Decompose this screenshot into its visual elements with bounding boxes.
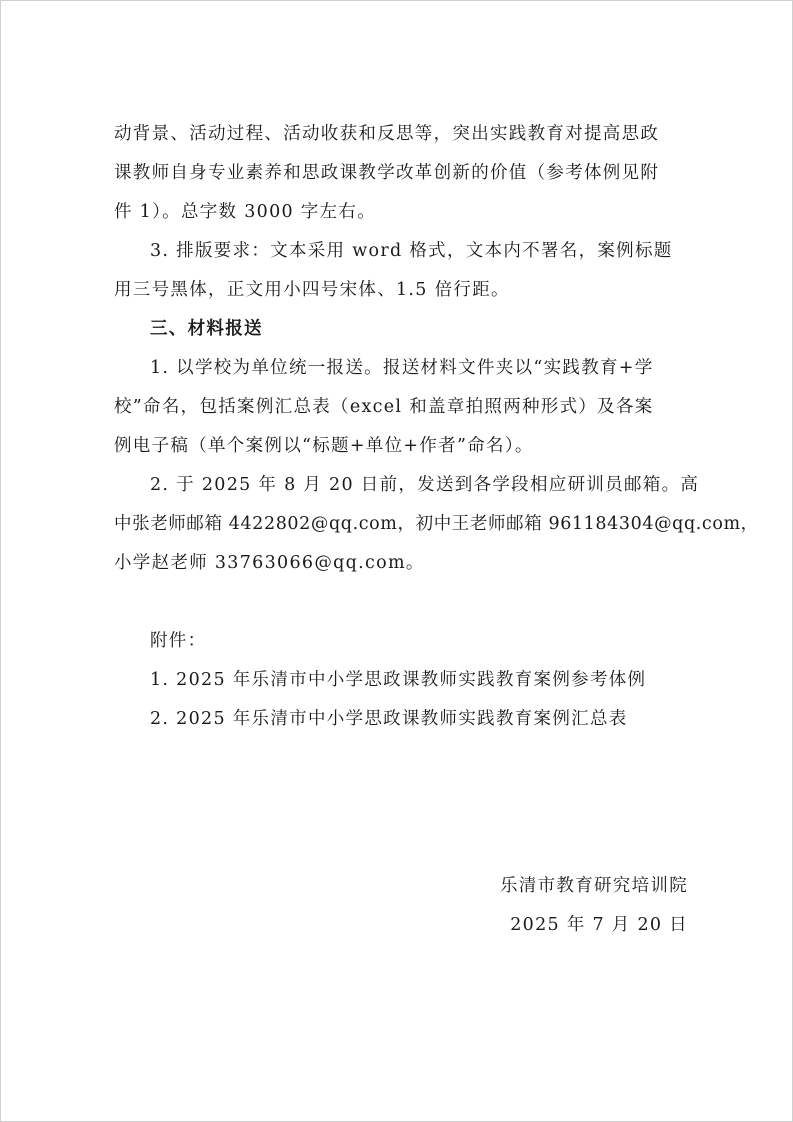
issuing-organization: 乐清市教育研究培训院: [500, 876, 688, 896]
body-line: 件 1）。总字数 3000 字左右。: [114, 202, 377, 222]
document-body: [114, 115, 759, 739]
attachments-label: 附件：: [150, 631, 207, 651]
email-contacts: 小学赵老师 33763066@qq.com。: [114, 553, 425, 573]
signature-block: [500, 867, 688, 945]
formatting-requirement: 3. 排版要求：文本采用 word 格式，文本内不署名，案例标题: [150, 241, 673, 261]
body-line: 用三号黑体，正文用小四号宋体、1.5 倍行距。: [114, 280, 510, 300]
body-line: 动背景、活动过程、活动收获和反思等，突出实践教育对提高思政: [114, 124, 660, 144]
body-line: 校”命名，包括案例汇总表（excel 和盖章拍照两种形式）及各案: [114, 397, 654, 417]
blank-line: [114, 583, 694, 622]
submission-item-2: 2. 于 2025 年 8 月 20 日前，发送到各学段相应研训员邮箱。高: [150, 475, 700, 495]
body-line: 例电子稿（单个案例以“标题+单位+作者”命名）。: [114, 436, 534, 456]
submission-item-1: 1. 以学校为单位统一报送。报送材料文件夹以“实践教育+学: [150, 358, 654, 378]
issue-date: 2025 年 7 月 20 日: [510, 915, 688, 935]
attachment-item-1: 1. 2025 年乐清市中小学思政课教师实践教育案例参考体例: [150, 670, 647, 690]
email-contacts: 中张老师邮箱 4422802@qq.com，初中王老师邮箱 961184304@qq.com，: [114, 514, 759, 534]
body-line: 课教师自身专业素养和思政课教学改革创新的价值（参考体例见附: [114, 163, 660, 183]
attachment-item-2: 2. 2025 年乐清市中小学思政课教师实践教育案例汇总表: [150, 709, 628, 729]
section-heading-materials: 三、材料报送: [150, 319, 263, 339]
